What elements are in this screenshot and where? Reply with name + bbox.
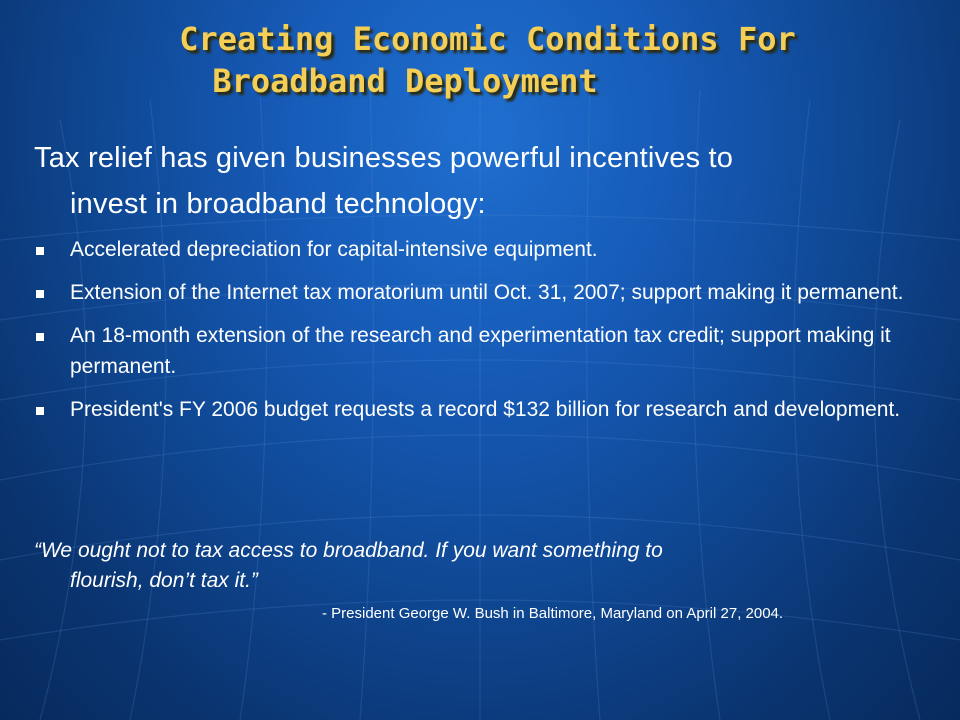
title-line-2: Broadband Deployment (212, 62, 598, 100)
bullet-text: Extension of the Internet tax moratorium until Oct. 31, 2007; support making it permanent. (70, 281, 904, 304)
quote-line-2: flourish, don’t tax it.” (70, 569, 258, 592)
quote-line-1: “We ought not to tax access to broadband. If you want something to (34, 539, 663, 562)
square-bullet-icon (36, 333, 44, 341)
square-bullet-icon (36, 290, 44, 298)
bullet-item (34, 234, 934, 265)
title-line-1: Creating Economic Conditions For (179, 20, 796, 58)
bullet-text: President's FY 2006 budget requests a record $132 billion for research and development. (70, 398, 901, 421)
square-bullet-icon (36, 247, 44, 255)
slide-title (0, 18, 960, 102)
bullet-item (34, 320, 934, 382)
bullet-list (34, 234, 934, 437)
intro-line-2: invest in broadband technology: (70, 188, 486, 220)
quote (34, 536, 914, 596)
bullet-item (34, 277, 934, 308)
intro-line-1: Tax relief has given businesses powerful incentives to (34, 142, 734, 174)
square-bullet-icon (36, 407, 44, 415)
bullet-text: Accelerated depreciation for capital-intensive equipment. (70, 238, 598, 261)
intro-paragraph (34, 135, 914, 227)
quote-attribution: - President George W. Bush in Baltimore, Maryland on April 27, 2004. (322, 605, 784, 622)
bullet-item (34, 394, 934, 425)
bullet-text: An 18-month extension of the research and experimentation tax credit; support making it permanent. (70, 324, 891, 378)
